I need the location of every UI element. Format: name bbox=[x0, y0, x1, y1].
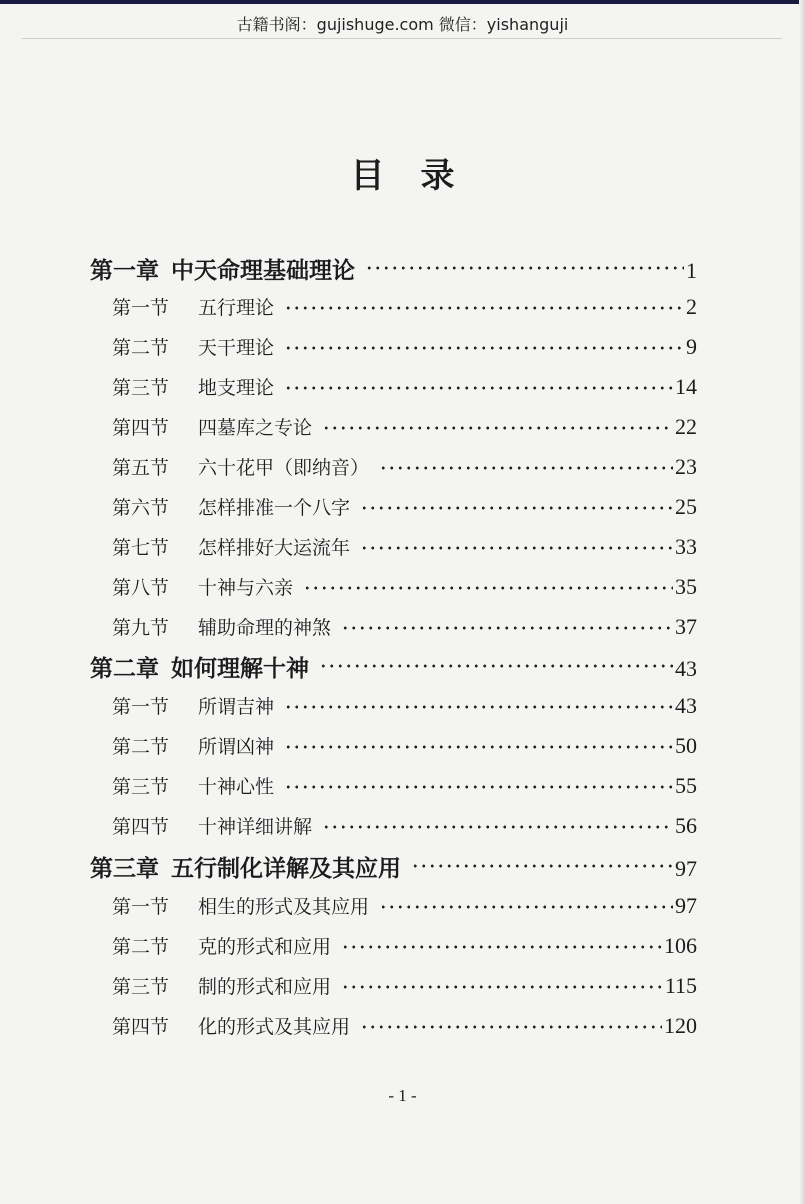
toc-section-row[interactable] bbox=[112, 892, 697, 922]
toc-entry-title: 化的形式及其应用 bbox=[198, 1016, 351, 1038]
watermark-header: 古籍书阁：gujishuge.com 微信：yishanguji bbox=[236, 15, 569, 34]
toc-entry-title: 如何理解十神 bbox=[171, 655, 309, 682]
toc-entry-number: 第四节 bbox=[112, 417, 170, 439]
dot-leader bbox=[379, 897, 673, 916]
dot-leader bbox=[411, 854, 673, 877]
toc-entry-number: 第一节 bbox=[112, 297, 170, 319]
toc-section-row[interactable] bbox=[112, 932, 697, 962]
toc-entry-title: 制的形式和应用 bbox=[198, 976, 332, 998]
toc-entry-number: 第四节 bbox=[112, 816, 170, 838]
toc-section-row[interactable] bbox=[112, 293, 697, 323]
toc-entry-title: 六十花甲（即纳音） bbox=[198, 457, 370, 479]
dot-leader bbox=[341, 937, 662, 956]
toc-entry-page: 55 bbox=[675, 773, 697, 798]
toc-section-row[interactable] bbox=[112, 613, 697, 643]
dot-leader bbox=[303, 578, 673, 597]
page-title: 目录 bbox=[350, 156, 491, 196]
toc-entry-title: 克的形式和应用 bbox=[198, 936, 332, 958]
toc-entry-number: 第二章 bbox=[90, 655, 159, 682]
toc-entry-page: 14 bbox=[675, 374, 697, 399]
toc-entry-title: 所谓凶神 bbox=[198, 736, 275, 758]
toc-entry-page: 43 bbox=[675, 656, 697, 681]
toc-section-row[interactable] bbox=[112, 333, 697, 363]
toc-section-row[interactable] bbox=[112, 573, 697, 603]
toc-entry-number: 第三节 bbox=[112, 776, 170, 798]
dot-leader bbox=[284, 378, 673, 397]
dot-leader bbox=[284, 338, 684, 357]
toc-chapter-row[interactable] bbox=[90, 252, 697, 286]
toc-section-row[interactable] bbox=[112, 772, 697, 802]
dot-leader bbox=[319, 654, 673, 677]
toc-entry-number: 第九节 bbox=[112, 617, 170, 639]
toc-entry-title: 中天命理基础理论 bbox=[171, 257, 355, 284]
dot-leader bbox=[284, 697, 673, 716]
toc-entry-number: 第二节 bbox=[112, 936, 170, 958]
toc-section-row[interactable] bbox=[112, 972, 697, 1002]
dot-leader bbox=[341, 977, 663, 996]
dot-leader bbox=[379, 458, 673, 477]
toc-entry-number: 第一节 bbox=[112, 696, 170, 718]
toc-entry-page: 43 bbox=[675, 693, 697, 718]
toc-entry-title: 十神心性 bbox=[198, 776, 275, 798]
toc-entry-number: 第六节 bbox=[112, 497, 170, 519]
toc-entry-page: 35 bbox=[675, 574, 697, 599]
toc-entry-page: 37 bbox=[675, 614, 697, 639]
toc-entry-number: 第四节 bbox=[112, 1016, 170, 1038]
toc-entry-page: 1 bbox=[686, 258, 697, 283]
toc-entry-number: 第一章 bbox=[90, 257, 159, 284]
toc-entry-title: 所谓吉神 bbox=[198, 696, 275, 718]
toc-entry-title: 地支理论 bbox=[198, 377, 275, 399]
toc-entry-title: 五行制化详解及其应用 bbox=[171, 855, 401, 882]
page-number: - 1 - bbox=[388, 1086, 417, 1105]
toc-entry-page: 56 bbox=[675, 813, 697, 838]
toc-section-row[interactable] bbox=[112, 732, 697, 762]
dot-leader bbox=[284, 737, 673, 756]
toc-section-row[interactable] bbox=[112, 373, 697, 403]
toc-section-row[interactable] bbox=[112, 1012, 697, 1042]
toc-section-row[interactable] bbox=[112, 533, 697, 563]
dot-leader bbox=[341, 618, 673, 637]
toc-entry-title: 怎样排好大运流年 bbox=[198, 537, 351, 559]
toc-entry-page: 2 bbox=[686, 294, 697, 319]
dot-leader bbox=[322, 817, 673, 836]
toc-entry-number: 第一节 bbox=[112, 896, 170, 918]
dot-leader bbox=[360, 498, 673, 517]
toc-entry-page: 33 bbox=[675, 534, 697, 559]
toc-entry-title: 十神与六亲 bbox=[198, 577, 294, 599]
toc-chapter-row[interactable] bbox=[90, 850, 697, 884]
toc-section-row[interactable] bbox=[112, 812, 697, 842]
toc-entry-title: 辅助命理的神煞 bbox=[198, 617, 332, 639]
toc-entry-number: 第二节 bbox=[112, 736, 170, 758]
toc-entry-number: 第三节 bbox=[112, 377, 170, 399]
toc-entry-page: 25 bbox=[675, 494, 697, 519]
toc-entry-page: 50 bbox=[675, 733, 697, 758]
toc-entry-page: 22 bbox=[675, 414, 697, 439]
toc-entry-title: 十神详细讲解 bbox=[198, 816, 313, 838]
toc-entry-page: 9 bbox=[686, 334, 697, 359]
toc-section-row[interactable] bbox=[112, 692, 697, 722]
toc-entry-title: 五行理论 bbox=[198, 297, 275, 319]
toc-entry-title: 天干理论 bbox=[198, 337, 275, 359]
toc-section-row[interactable] bbox=[112, 493, 697, 523]
toc-section-row[interactable] bbox=[112, 453, 697, 483]
toc-entry-page: 97 bbox=[675, 856, 697, 881]
dot-leader bbox=[365, 256, 684, 279]
toc-entry-page: 120 bbox=[664, 1013, 697, 1038]
dot-leader bbox=[360, 1017, 662, 1036]
dot-leader bbox=[322, 418, 673, 437]
toc-entry-number: 第七节 bbox=[112, 537, 170, 559]
toc-entry-number: 第二节 bbox=[112, 337, 170, 359]
dot-leader bbox=[284, 777, 673, 796]
toc-chapter-row[interactable] bbox=[90, 650, 697, 684]
toc-entry-title: 相生的形式及其应用 bbox=[198, 896, 370, 918]
toc-entry-title: 四墓库之专论 bbox=[198, 417, 313, 439]
toc-entry-number: 第五节 bbox=[112, 457, 170, 479]
toc-entry-page: 97 bbox=[675, 893, 697, 918]
toc-entry-page: 115 bbox=[664, 973, 697, 998]
toc-entry-title: 怎样排准一个八字 bbox=[198, 497, 351, 519]
toc-entry-number: 第三节 bbox=[112, 976, 170, 998]
toc-entry-number: 第八节 bbox=[112, 577, 170, 599]
toc-entry-page: 106 bbox=[664, 933, 697, 958]
toc-entry-page: 23 bbox=[675, 454, 697, 479]
toc-section-row[interactable] bbox=[112, 413, 697, 443]
dot-leader bbox=[284, 298, 684, 317]
dot-leader bbox=[360, 538, 673, 557]
toc-entry-number: 第三章 bbox=[90, 855, 159, 882]
